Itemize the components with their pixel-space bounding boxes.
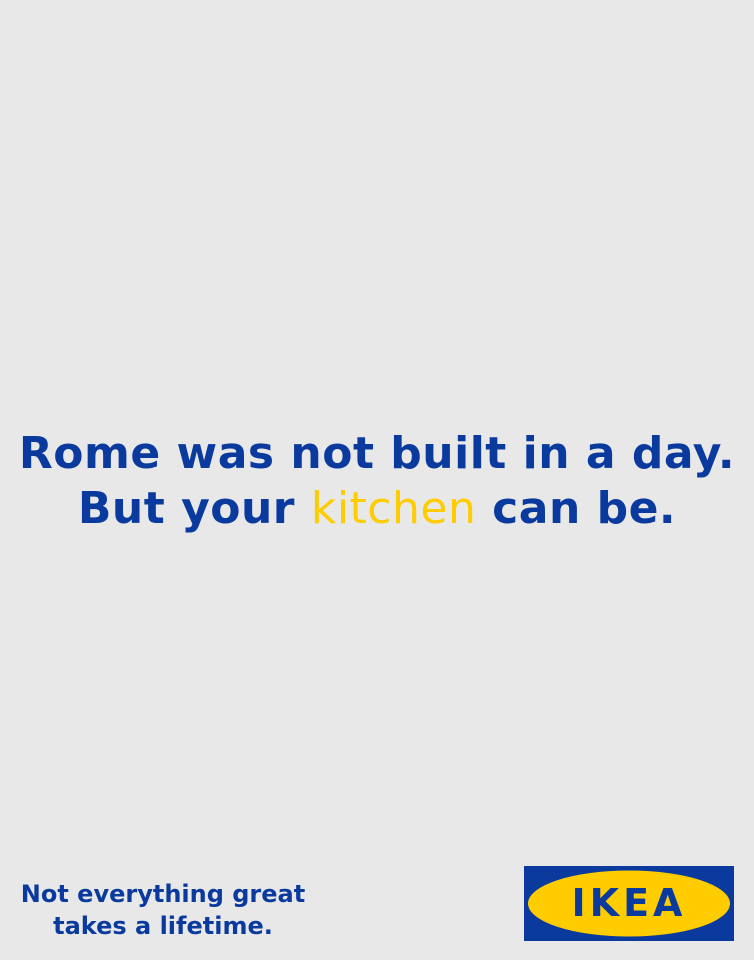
headline-line-2 — [0, 481, 754, 536]
logo-wordmark: IKEA — [571, 881, 687, 925]
tagline-line-1: Not everything great — [20, 880, 306, 908]
ikea-logo-graphic — [524, 866, 734, 941]
headline-highlight-word: kitchen — [310, 483, 477, 534]
ikea-logo — [524, 866, 734, 941]
headline — [0, 426, 754, 536]
headline-line-1: Rome was not built in a day. — [18, 428, 736, 479]
tagline-line-2: takes a lifetime. — [53, 912, 273, 940]
headline-line-2-start: But your — [77, 483, 296, 534]
tagline — [0, 878, 326, 942]
headline-line-2-end: can be. — [492, 483, 677, 534]
